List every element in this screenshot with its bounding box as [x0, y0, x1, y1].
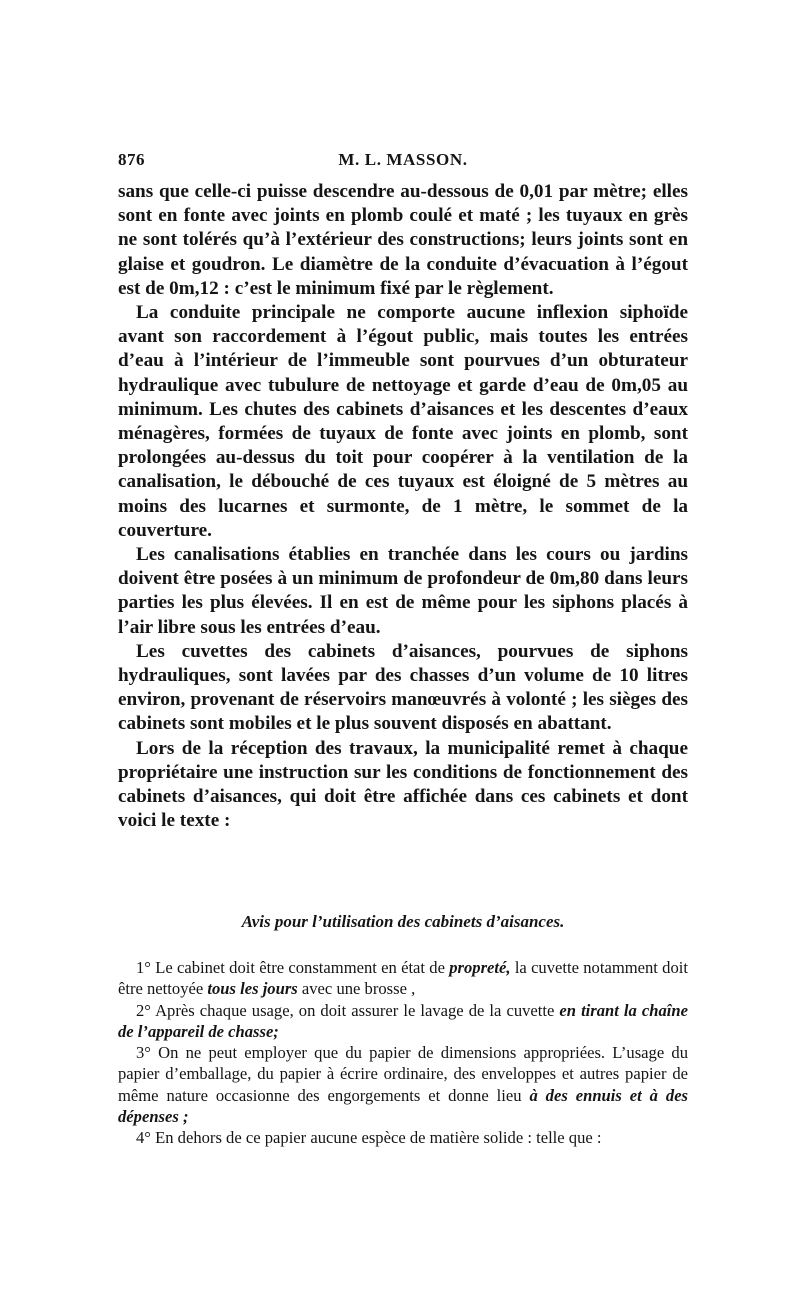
notice-title: Avis pour l’utilisation des cabinets d’aisances.: [241, 912, 565, 931]
notice-text: 3° On ne peut employer que du papier de dimensions appropriées. L’usage du papier d’emballage, du papier à écrire ordinaire, des enveloppes et autres papier de même nature occasionne des engorgements et donne lieu: [118, 1043, 688, 1105]
notice-item: [118, 957, 688, 1000]
notice-item: [118, 1127, 688, 1148]
paragraph: Les canalisations établies en tranchée dans les cours ou jardins doivent être posées à un minimum de profondeur de 0m,80 dans leurs parties les plus élevées. Il en est de même pour les siphons placés à l’air libre sous les entrées d’eau.: [118, 544, 688, 638]
notice-text: 2° Après chaque usage, on doit assurer le lavage de la cuvette: [136, 1000, 560, 1020]
notice-emphasis: propreté,: [449, 958, 511, 977]
notice-item: [118, 1042, 688, 1127]
paragraph: La conduite principale ne comporte aucune inflexion siphoïde avant son raccordement à l’égout public, mais toutes les entrées d’eau à l’intérieur de l’immeuble sont pourvues d’un obturateur hydraulique avec tubulure de nettoyage et garde d’eau de 0m,05 au minimum. Les chutes des cabinets d’aisances et les descentes d’eaux ménagères, formées de tuyaux de fonte avec joints en plomb, sont prolongées au-dessus du toit pour coopérer à la ventilation de la canalisation, le débouché de ces tuyaux est éloigné de 5 mètres au moins des lucarnes et surmonte, de 1 mètre, le sommet de la couverture.: [118, 302, 688, 541]
paragraph: Lors de la réception des travaux, la municipalité remet à chaque propriétaire une instruction sur les conditions de fonctionnement des cabinets d’aisances, qui doit être affichée dans ces cabinets et dont voici le texte :: [118, 737, 688, 832]
notice-text: avec une brosse ,: [297, 979, 416, 999]
notice-text: 4° En dehors de ce papier aucune espèce de matière solide : telle que :: [136, 1128, 602, 1148]
body-text: [118, 180, 688, 833]
notice-list: [118, 957, 688, 1149]
paragraph: sans que celle-ci puisse descendre au-dessous de 0,01 par mètre; elles sont en fonte avec joints en plomb coulé et maté ; les tuyaux en grès ne sont tolérés qu’à l’extérieur des constructions; leurs joints sont en glaise et goudron. Le diamètre de la conduite d’évacuation à l’égout est de 0m,12 : c’est le minimum fixé par le règlement.: [118, 181, 688, 299]
notice-emphasis: en tirant la chaîne de l’appareil de chasse;: [118, 1000, 688, 1041]
notice-emphasis: à des ennuis et à des dépenses ;: [118, 1085, 689, 1127]
notice-text: la cuvette notamment doit être nettoyée: [118, 958, 688, 999]
notice-emphasis: tous les jours: [207, 979, 298, 999]
page-header: [118, 150, 688, 176]
paragraph: Les cuvettes des cabinets d’aisances, pourvues de siphons hydrauliques, sont lavées par des chasses d’un volume de 10 litres environ, provenant de réservoirs manœuvrés à volonté ; les sièges des cabinets sont mobiles et le plus souvent disposés en abattant.: [118, 640, 688, 735]
notice-text: 1° Le cabinet doit être constamment en état de: [136, 958, 450, 977]
notice-item: [118, 1000, 688, 1043]
running-head: M. L. MASSON.: [338, 150, 468, 169]
page-number: 876: [118, 150, 145, 169]
